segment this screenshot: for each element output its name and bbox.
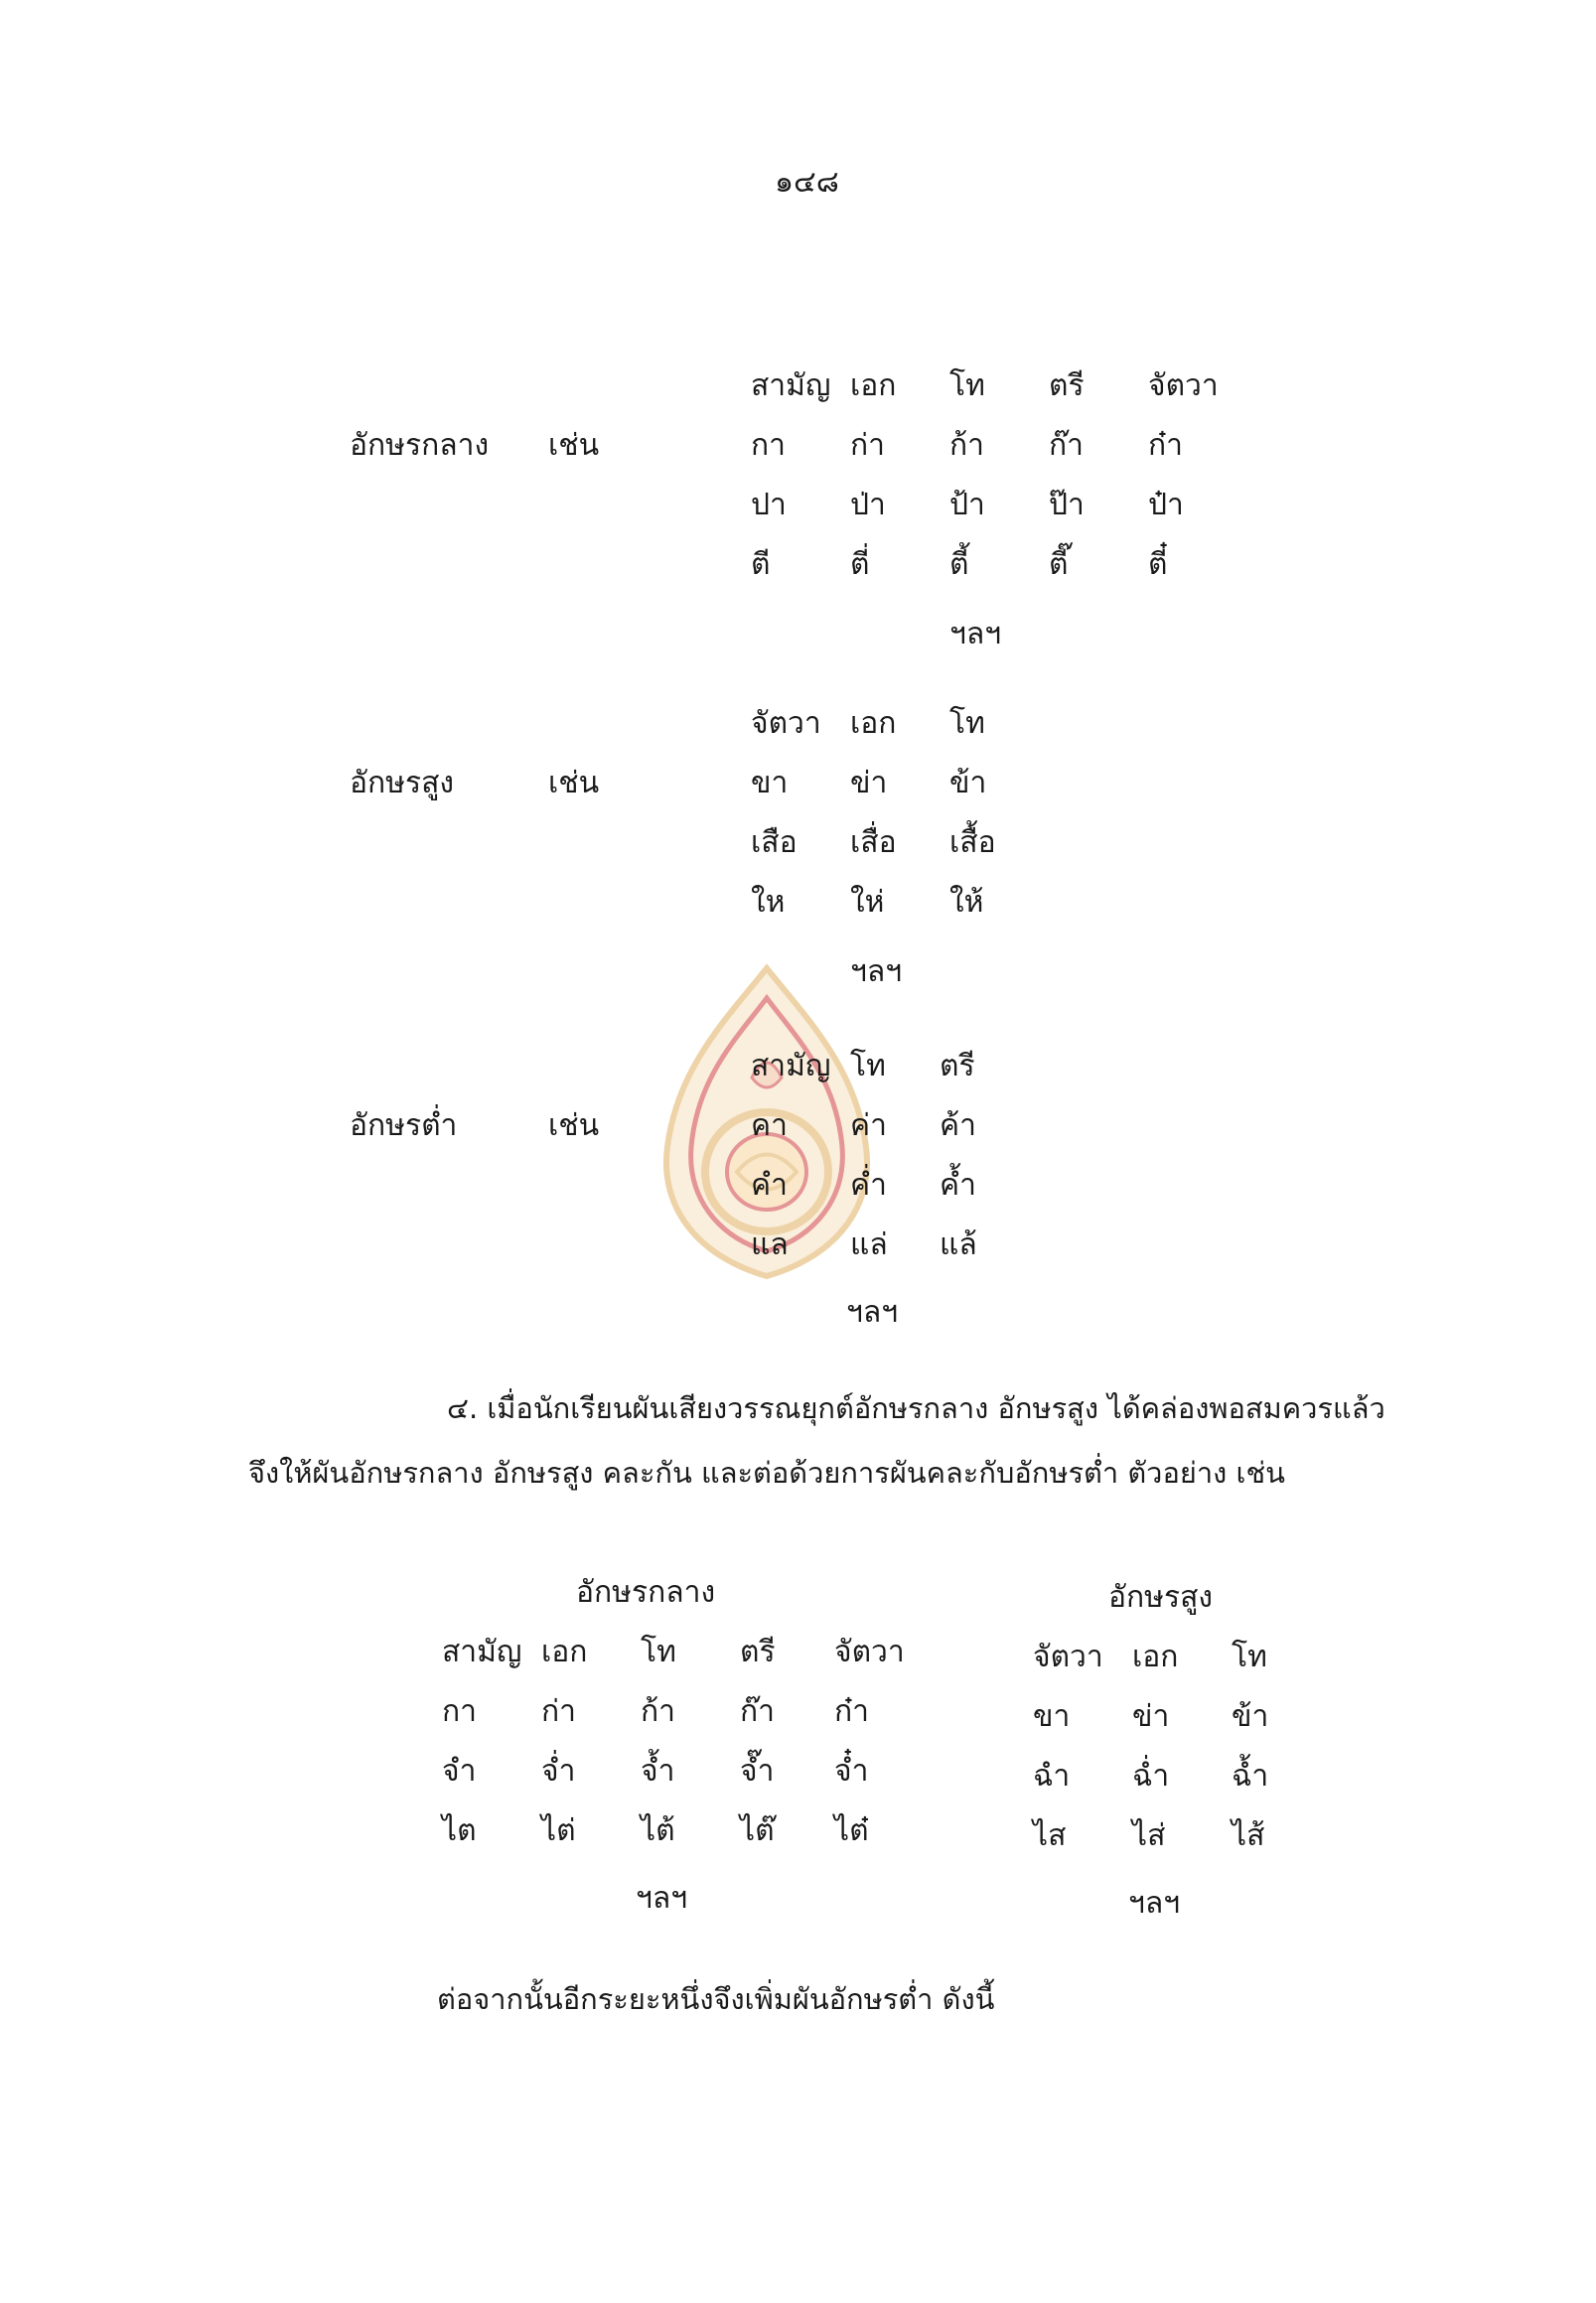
table-cell: ขา [751,766,789,800]
table-header: ตรี [740,1635,776,1669]
table-cell: กา [751,428,787,463]
paragraph-line-2: จึงให้ผันอักษรกลาง อักษรสูง คละกัน และต่อด้วยการผันคละกับอักษรต่ำ ตัวอย่าง เช่น [248,1456,1285,1490]
table-cell: ตี๊ [1049,547,1069,582]
table-cell: ไส่ [1132,1818,1166,1853]
table-cell: ให [751,885,786,920]
table-cell: ป๋า [1148,488,1184,522]
paragraph-line-1: ๔. เมื่อนักเรียนผันเสียงวรรณยุกต์อักษรกลาง อักษรสูง ได้คล่องพอสมควรแล้ว [447,1391,1385,1425]
table-cell: ค่า [850,1108,887,1143]
table-cell: เสือ [751,825,798,860]
table-header: สามัญ [751,1049,831,1083]
closing-text: ต่อจากนั้นอีกระยะหนึ่งจึงเพิ่มผันอักษรต่ำ ดังนี้ [437,1982,995,2016]
table-cell: ให่ [850,885,885,920]
table-header: จัตวา [1033,1640,1103,1674]
table-cell: กา [442,1694,478,1729]
table-cell: ตี่ [850,547,870,582]
table-cell: จ้ำ [641,1754,675,1789]
mixed-middle-title: อักษรกลาง [576,1575,716,1610]
table-cell: ตี๋ [1148,547,1168,582]
page-number: ๑๔๘ [775,165,839,200]
table-header: โท [949,368,985,403]
table-cell: ก๋า [1148,428,1184,463]
table-cell: ไต่ [541,1813,576,1848]
table-cell: ฉ้ำ [1232,1759,1269,1794]
table-header: เอก [850,368,897,403]
table-cell: ค่ำ [850,1168,887,1203]
table-cell: แล่ [850,1227,888,1262]
table-header: โท [949,706,985,741]
table-cell: ฉ่ำ [1132,1759,1170,1794]
table-header: จัตวา [834,1635,905,1669]
table-cell: ข้า [1232,1699,1269,1734]
high-consonants-example: เช่น [548,766,600,800]
table-cell: ป่า [850,488,886,522]
middle-consonants-example: เช่น [548,428,600,463]
table-cell: คา [751,1108,788,1143]
table-cell: ไต [442,1813,477,1848]
table-cell: จ๊ำ [740,1754,775,1789]
table-cell: ก้า [949,428,985,463]
table-header: เอก [541,1635,588,1669]
low-consonants-label: อักษรต่ำ [350,1108,458,1143]
table-cell: คำ [751,1168,788,1203]
table-cell: จ๋ำ [834,1754,869,1789]
table-header: จัตวา [1148,368,1219,403]
middle-consonants-label: อักษรกลาง [350,428,490,463]
table-header: สามัญ [751,368,831,403]
mixed-high-title: อักษรสูง [1108,1580,1214,1615]
table-cell: ขา [1033,1699,1071,1734]
table-cell: ไส [1033,1818,1067,1853]
table-cell: ฉำ [1033,1759,1071,1794]
table-cell: ค้ำ [940,1168,976,1203]
table-cell: ก้า [641,1694,676,1729]
etc-marker: ฯลฯ [949,617,1002,651]
table-cell: ไส้ [1232,1818,1265,1853]
table-cell: ก๊า [740,1694,776,1729]
etc-marker: ฯลฯ [636,1881,688,1916]
table-header: เอก [850,706,897,741]
table-cell: ก่า [850,428,886,463]
table-cell: จำ [442,1754,477,1789]
high-consonants-label: อักษรสูง [350,766,455,800]
table-cell: ให้ [949,885,984,920]
table-cell: ตี้ [949,547,969,582]
table-cell: ไต้ [641,1813,675,1848]
table-cell: แล [751,1227,789,1262]
table-header: โท [641,1635,676,1669]
table-header: ตรี [940,1049,975,1083]
etc-marker: ฯลฯ [846,1295,899,1330]
table-header: เอก [1132,1640,1179,1674]
table-cell: ก่า [541,1694,577,1729]
table-header: จัตวา [751,706,821,741]
table-cell: เสื้อ [949,825,996,860]
table-cell: ป๊า [1049,488,1085,522]
table-cell: ไต๋ [834,1813,869,1848]
low-consonants-example: เช่น [548,1108,600,1143]
table-header: โท [1232,1640,1267,1674]
table-cell: แล้ [940,1227,977,1262]
table-cell: ก๋า [834,1694,870,1729]
etc-marker: ฯลฯ [1128,1886,1181,1921]
table-cell: ข่า [850,766,888,800]
table-cell: เสื่อ [850,825,897,860]
table-cell: ค้า [940,1108,976,1143]
table-cell: ตี [751,547,771,582]
etc-marker: ฯลฯ [850,954,903,989]
table-cell: ก๊า [1049,428,1085,463]
table-cell: ข้า [949,766,987,800]
table-cell: ข่า [1132,1699,1170,1734]
table-header: โท [850,1049,886,1083]
table-cell: ป้า [949,488,985,522]
table-cell: ปา [751,488,787,522]
table-header: ตรี [1049,368,1085,403]
table-header: สามัญ [442,1635,522,1669]
table-cell: จ่ำ [541,1754,576,1789]
table-cell: ไต๊ [740,1813,775,1848]
